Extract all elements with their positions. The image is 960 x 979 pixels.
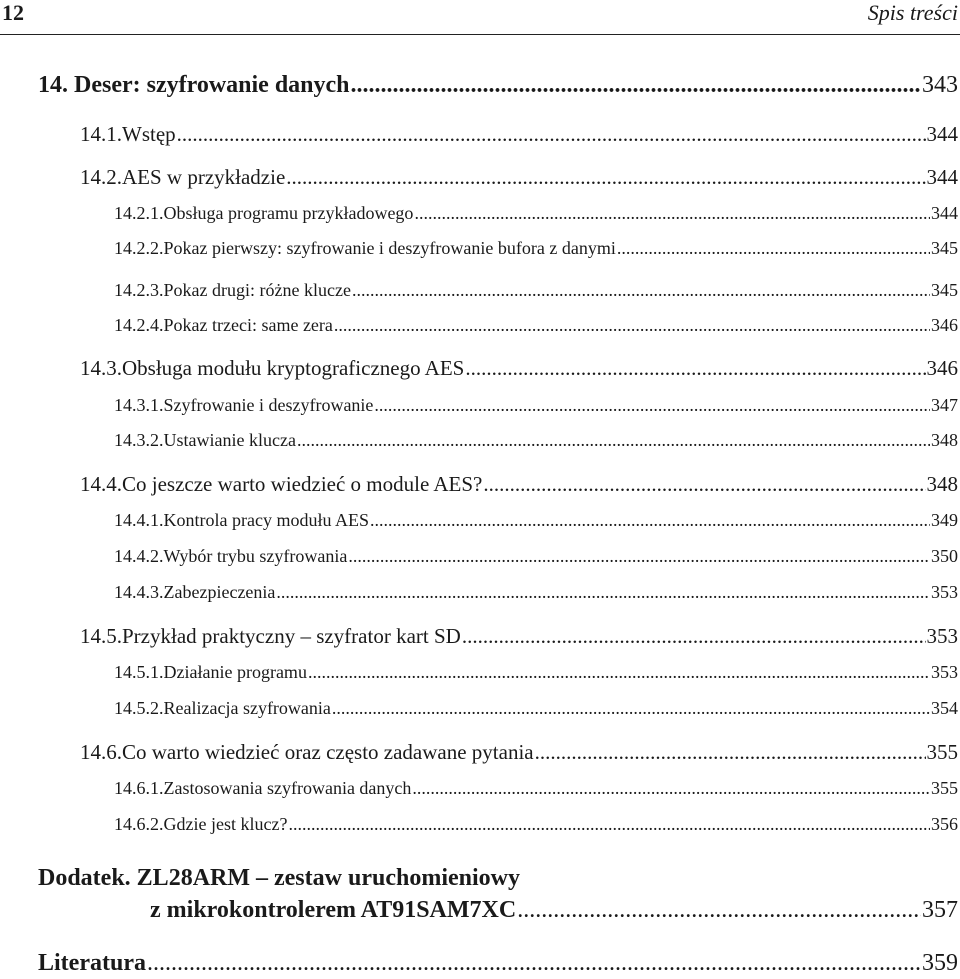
toc-entry-title: Szyfrowanie i deszyfrowanie	[163, 395, 374, 415]
toc-entry-14-2-3[interactable]	[114, 280, 958, 301]
leader-dots	[286, 165, 925, 190]
leader-dots	[334, 315, 930, 336]
toc-appendix-title-line2: z mikrokontrolerem AT91SAM7XC	[150, 897, 517, 923]
toc-entry-14-4-3[interactable]	[114, 582, 958, 603]
toc-entry-14-5[interactable]	[80, 624, 958, 649]
toc-entry-14-4[interactable]	[80, 472, 958, 497]
toc-page-number: 348	[931, 430, 958, 450]
toc-entry-number: 14.2.3.	[114, 280, 164, 300]
toc-entry-title: Kontrola pracy modułu AES	[163, 510, 369, 530]
leader-dots	[177, 122, 926, 147]
toc-entry-14-1[interactable]	[80, 122, 958, 147]
toc-entry-number: 14.6.	[80, 740, 122, 764]
toc-entry-title: Co warto wiedzieć oraz często zadawane pytania	[122, 740, 534, 764]
toc-page-number: 345	[931, 280, 958, 300]
toc-entry-14-2-4[interactable]	[114, 315, 958, 336]
leader-dots	[348, 546, 930, 567]
leader-dots	[288, 814, 930, 835]
toc-entry-number: 14.2.2.	[114, 238, 164, 258]
toc-entry-title: AES w przykładzie	[122, 165, 286, 189]
toc-entry-number: 14.2.4.	[114, 315, 164, 335]
toc-entry-title: Pokaz drugi: różne klucze	[163, 280, 351, 300]
leader-dots	[297, 430, 930, 451]
toc-entry-number: 14.4.	[80, 472, 122, 496]
toc-appendix[interactable]	[150, 897, 958, 924]
toc-entry-number: 14.3.2.	[114, 430, 164, 450]
toc-page-number: 354	[931, 698, 958, 718]
toc-entry-number: 14.5.1.	[114, 662, 164, 682]
toc-entry-number: 14.5.	[80, 624, 122, 648]
toc-literature[interactable]	[38, 950, 958, 977]
toc-entry-14-2-1[interactable]	[114, 203, 958, 224]
toc-entry-14-3-1[interactable]	[114, 395, 958, 416]
toc-entry-title: Obsługa programu przykładowego	[163, 203, 414, 223]
toc-entry-14-3[interactable]	[80, 356, 958, 381]
leader-dots	[351, 72, 921, 99]
toc-entry-number: 14.1.	[80, 122, 122, 146]
toc-page-number: 344	[926, 122, 958, 146]
toc-page-number: 347	[931, 395, 958, 415]
toc-entry-title: Wybór trybu szyfrowania	[163, 546, 348, 566]
toc-chapter-title: 14. Deser: szyfrowanie danych	[38, 72, 350, 98]
toc-entry-14-6[interactable]	[80, 740, 958, 765]
toc-entry-number: 14.3.1.	[114, 395, 164, 415]
toc-page-number: 357	[922, 897, 958, 923]
toc-entry-number: 14.5.2.	[114, 698, 164, 718]
toc-entry-number: 14.4.3.	[114, 582, 164, 602]
toc-entry-title: Przykład praktyczny – szyfrator kart SD	[122, 624, 461, 648]
toc-entry-14-6-2[interactable]	[114, 814, 958, 835]
leader-dots	[374, 395, 930, 416]
toc-page-number: 353	[926, 624, 958, 648]
toc-page-number: 356	[931, 814, 958, 834]
toc-page-number: 350	[931, 546, 958, 566]
toc-entry-title: Realizacja szyfrowania	[163, 698, 331, 718]
page-number: 12	[2, 0, 24, 25]
leader-dots	[535, 740, 926, 765]
toc-entry-title: Ustawianie klucza	[163, 430, 296, 450]
toc-entry-title: Działanie programu	[163, 662, 307, 682]
page-header	[0, 0, 960, 35]
toc-appendix-title-line1[interactable]: Dodatek. ZL28ARM – zestaw uruchomieniowy	[38, 865, 520, 891]
toc-entry-14-4-1[interactable]	[114, 510, 958, 531]
toc-entry-number: 14.6.2.	[114, 814, 164, 834]
toc-entry-title: Zastosowania szyfrowania danych	[163, 778, 412, 798]
leader-dots	[414, 203, 930, 224]
toc-page-number: 343	[922, 72, 958, 98]
toc-entry-title: Gdzie jest klucz?	[163, 814, 288, 834]
toc-entry-14-5-1[interactable]	[114, 662, 958, 683]
toc-entry-number: 14.2.1.	[114, 203, 164, 223]
toc-entry-number: 14.4.2.	[114, 546, 164, 566]
toc-entry-title: Pokaz trzeci: same zera	[163, 315, 333, 335]
leader-dots	[517, 897, 921, 924]
toc-entry-14-2-2[interactable]	[114, 238, 958, 259]
leader-dots	[352, 280, 930, 301]
toc-page-number: 345	[931, 238, 958, 258]
toc-page-number: 359	[922, 950, 958, 976]
toc-entry-14-4-2[interactable]	[114, 546, 958, 567]
toc-entry-14-6-1[interactable]	[114, 778, 958, 799]
toc-page-number: 344	[931, 203, 958, 223]
toc-entry-title: Wstęp	[122, 122, 176, 146]
toc-entry-number: 14.3.	[80, 356, 122, 380]
toc-chapter-14[interactable]	[38, 72, 958, 99]
toc-entry-14-2[interactable]	[80, 165, 958, 190]
toc-entry-title: Obsługa modułu kryptograficznego AES	[122, 356, 465, 380]
leader-dots	[617, 238, 930, 259]
leader-dots	[332, 698, 930, 719]
toc-entry-title: Pokaz pierwszy: szyfrowanie i deszyfrowanie bufora z danymi	[163, 238, 616, 258]
toc-entry-number: 14.6.1.	[114, 778, 164, 798]
toc-entry-title: Zabezpieczenia	[163, 582, 276, 602]
toc-page-number: 348	[926, 472, 958, 496]
toc-page-number: 346	[931, 315, 958, 335]
toc-entry-14-3-2[interactable]	[114, 430, 958, 451]
toc-entry-number: 14.4.1.	[114, 510, 164, 530]
leader-dots	[308, 662, 930, 683]
toc-entry-number: 14.2.	[80, 165, 122, 189]
toc-page-number: 349	[931, 510, 958, 530]
leader-dots	[462, 624, 926, 649]
toc-entry-14-5-2[interactable]	[114, 698, 958, 719]
leader-dots	[483, 472, 925, 497]
leader-dots	[412, 778, 930, 799]
toc-literature-title: Literatura	[38, 950, 146, 976]
leader-dots	[465, 356, 925, 381]
leader-dots	[276, 582, 930, 603]
running-title: Spis treści	[867, 0, 958, 25]
toc-page-number: 346	[926, 356, 958, 380]
toc-entry-title: Co jeszcze warto wiedzieć o module AES?	[122, 472, 483, 496]
toc-page-number: 355	[931, 778, 958, 798]
leader-dots	[370, 510, 930, 531]
toc-page-number: 353	[931, 662, 958, 682]
leader-dots	[147, 950, 921, 977]
toc-page-number: 353	[931, 582, 958, 602]
toc-page-number: 344	[926, 165, 958, 189]
toc-page-number: 355	[926, 740, 958, 764]
